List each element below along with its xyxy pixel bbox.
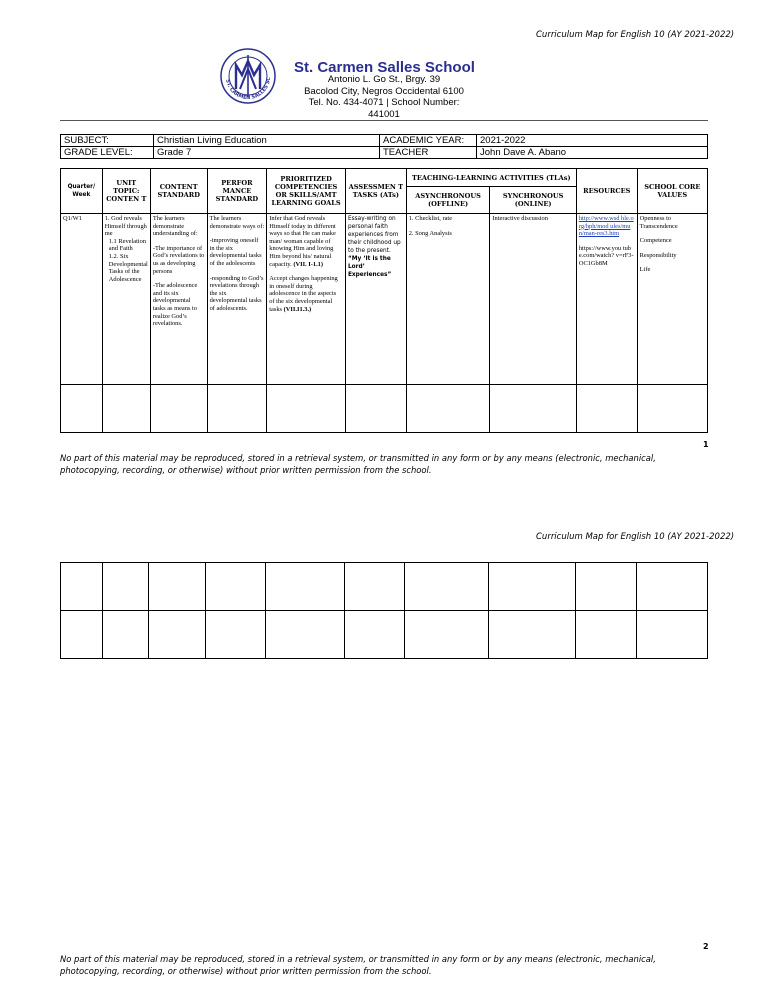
perf-p3: -responding to God’s revelations through the six developmental tasks of adolescents.	[209, 274, 264, 312]
assess-p1: Essay-writing on personal faith experiences from their childhood up to the present.	[347, 216, 401, 254]
school-name: St. Carmen Salles School	[294, 59, 475, 76]
header-asynchronous: ASYNCHRONOUS (OFFLINE)	[406, 187, 490, 214]
school-address	[296, 74, 472, 120]
copyright-footer: No part of this material may be reproduced, stored in a retrieval system, or transmitted in any form or by any means (electronic, mechanical, photocopying, recording, or otherwise) without prior written permission from the school.	[60, 954, 656, 976]
cell-resources	[576, 214, 637, 385]
core-value-1: Openness to Transcendence	[639, 215, 678, 230]
cell-assessment	[345, 214, 406, 385]
perf-p2: -improving oneself in the six developmental tasks of the adolescents	[209, 237, 262, 267]
async-1: 1. Checklist, rate	[408, 215, 453, 222]
core-value-4: Life	[639, 266, 651, 274]
school-seal-logo	[218, 45, 278, 107]
unit-main: 1. God reveals Himself through me	[104, 215, 147, 238]
unit-sub-2: 1.2. Six Developmental Tasks of the Adolescence	[108, 252, 148, 283]
table-row	[61, 611, 708, 659]
grade-level-value: Grade 7	[154, 147, 380, 159]
content-p2: -The importance of God’s revelations to us as developing persons	[152, 244, 205, 275]
async-2: 2. Song Analysis	[408, 229, 452, 237]
grade-level-label: GRADE LEVEL:	[61, 147, 154, 159]
table-row	[61, 385, 708, 433]
core-value-2: Competence	[639, 237, 672, 245]
comp-p1	[269, 215, 343, 268]
header-content-standard: CONTENT STANDARD	[150, 169, 207, 214]
header-resources: RESOURCES	[576, 169, 637, 214]
cell-content-standard	[150, 214, 207, 385]
cell-unit-topic	[102, 214, 150, 385]
table-row	[61, 563, 708, 611]
content-p1: The learners demonstrate understanding of:	[152, 215, 198, 238]
cell-quarter: Q1/W1	[61, 214, 103, 385]
comp-p2-code: (VII.I1.3.)	[283, 305, 312, 313]
address-line-2: Bacolod City, Negros Occidental 6100	[304, 85, 464, 97]
core-value-3: Responsibility	[639, 251, 677, 259]
sync-1: Interactive discussion	[492, 215, 548, 222]
cell-synchronous	[490, 214, 576, 385]
assess-p2: “My ‘It is the Lord’ Experiences”	[347, 256, 392, 278]
info-table	[60, 134, 708, 159]
header-quarter: Quarter/ Week	[61, 169, 103, 214]
header-tla: TEACHING-LEARNING ACTIVITIES (TLAs)	[406, 169, 576, 187]
header-divider	[60, 120, 708, 121]
perf-p1: The learners demonstrate ways of:	[209, 215, 265, 230]
comp-p1-text: Infer that God reveals Himself today in different ways so that He can make man/ woman capable of knowing Him and loving Him beyond his/ natural capacity.	[269, 215, 336, 268]
resource-youtube: https://www.you tube.com/watch? v=rF3-OC1Gb8M	[578, 244, 634, 267]
header-unit-topic: UNIT TOPIC: CONTEN T	[102, 169, 150, 214]
phone-line: Tel. No. 434-4071 | School Number: 441001	[308, 97, 460, 120]
unit-sub-1: 1.1 Revelation and Faith	[108, 237, 147, 253]
page-number: 1	[703, 440, 709, 449]
curriculum-map-table	[60, 168, 708, 433]
teacher-label: TEACHER	[380, 147, 477, 159]
copyright-footer: No part of this material may be reproduced, stored in a retrieval system, or transmitted in any form or by any means (electronic, mechanical, photocopying, recording, or otherwise) without prior written permission from the school.	[60, 453, 656, 475]
content-p3: -The adolescence and its six developmental tasks as means to realize God’s revelations.	[152, 282, 198, 328]
academic-year-value: 2021-2022	[477, 135, 708, 147]
page-number: 2	[703, 942, 709, 951]
header-core-values: SCHOOL CORE VALUES	[637, 169, 707, 214]
cell-asynchronous	[406, 214, 490, 385]
curriculum-map-table-continued	[60, 562, 708, 659]
header-performance-standard: PERFOR MANCE STANDARD	[207, 169, 267, 214]
document-header: Curriculum Map for English 10 (AY 2021-2022)	[536, 30, 735, 40]
cell-competencies	[267, 214, 346, 385]
subject-label: SUBJECT:	[61, 135, 154, 147]
comp-p1-code: (VII. I-1.1)	[293, 260, 323, 268]
resource-link[interactable]: http://www.wsd hle.org/hph/mod ules/mun/man-res3.htm	[578, 215, 634, 238]
teacher-value: John Dave A. Abano	[477, 147, 708, 159]
cell-performance-standard	[207, 214, 267, 385]
address-line-1: Antonio L. Go St., Brgy. 39	[327, 74, 441, 85]
logo-text: ST. CARMEN SALLES SC	[224, 76, 273, 102]
academic-year-label: ACADEMIC YEAR:	[380, 135, 477, 147]
header-synchronous: SYNCHRONOUS (ONLINE)	[490, 187, 576, 214]
subject-value: Christian Living Education	[154, 135, 380, 147]
cell-core-values	[637, 214, 707, 385]
table-row	[61, 214, 708, 385]
comp-p2	[269, 275, 343, 313]
comp-p2-text: Accept changes happening in oneself during adolescence in the aspects of the six developmental tasks	[269, 275, 338, 313]
document-header: Curriculum Map for English 10 (AY 2021-2022)	[536, 532, 735, 542]
header-assessment: ASSESSMEN T TASKS (ATs)	[345, 169, 406, 214]
header-competencies: PRIORITIZED COMPETENCIES OR SKILLS/AMT LEARNING GOALS	[267, 169, 346, 214]
